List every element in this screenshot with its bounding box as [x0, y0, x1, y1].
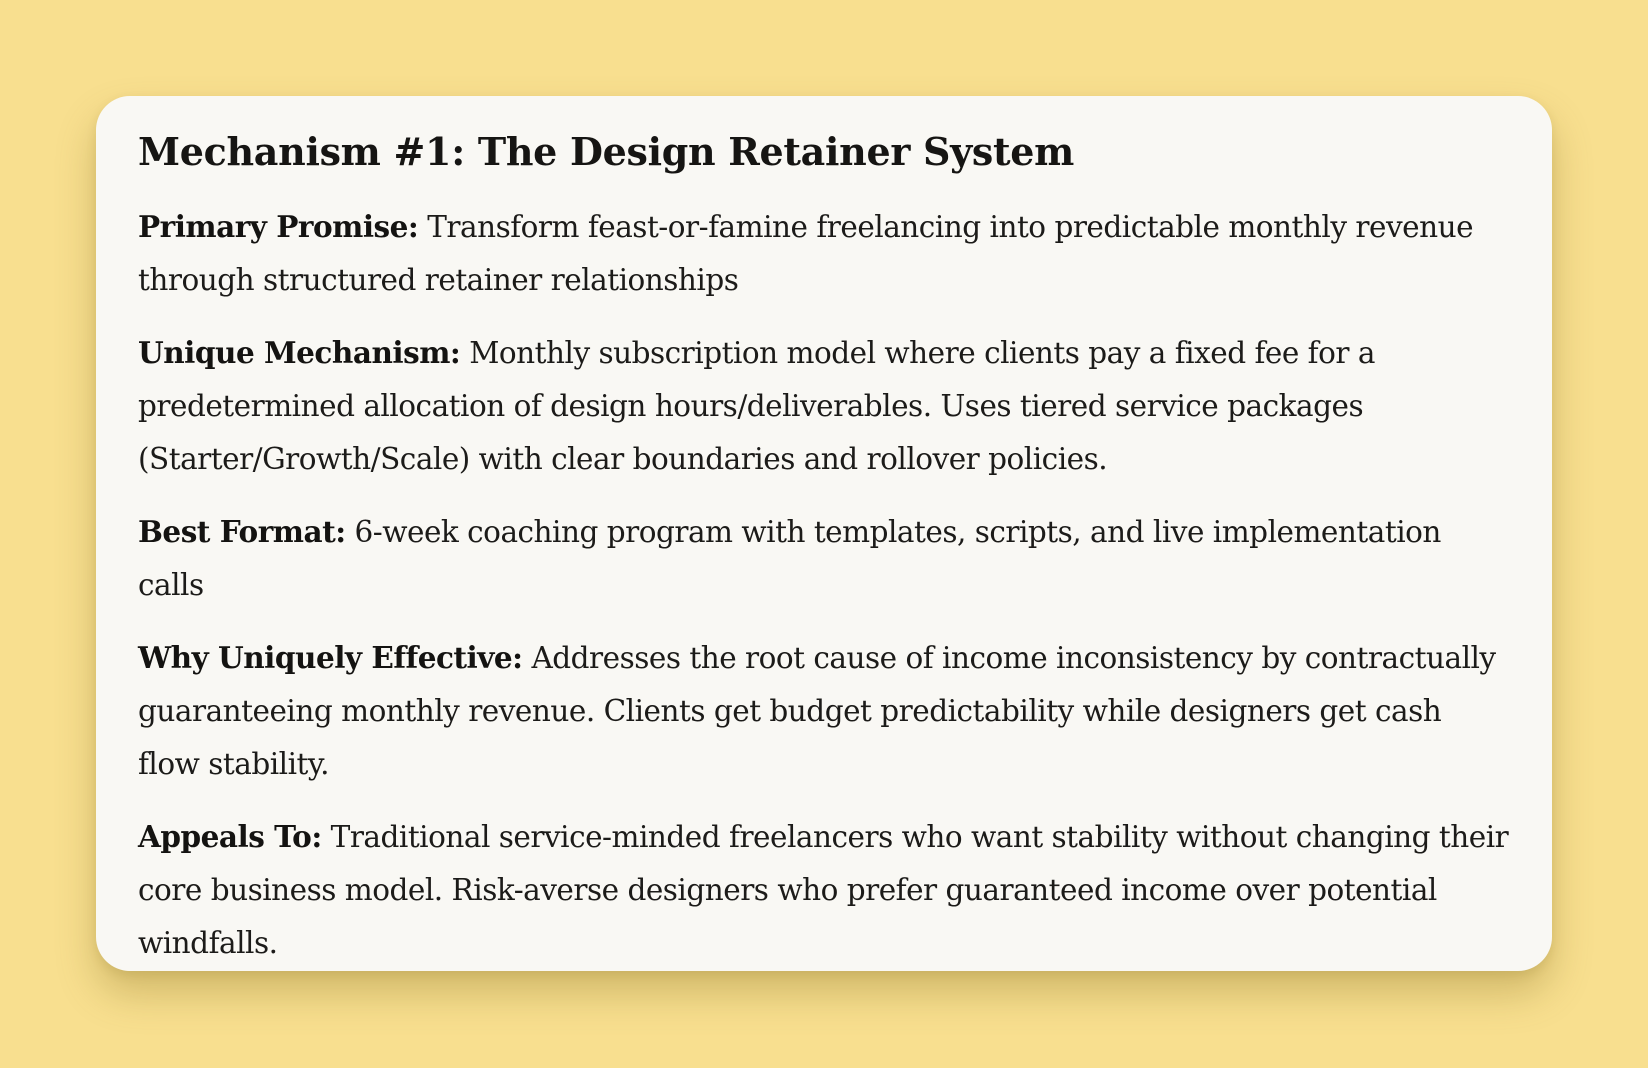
section-why-uniquely-effective: [138, 631, 1510, 791]
section-primary-promise: [138, 200, 1510, 307]
section-appeals-to: [138, 810, 1510, 970]
section-unique-mechanism: [138, 326, 1510, 486]
section-label: Why Uniquely Effective:: [138, 640, 523, 675]
section-text: 6-week coaching program with templates, scripts, and live implementation calls: [138, 515, 1441, 602]
section-best-format: [138, 505, 1510, 612]
section-text: Traditional service-minded freelancers who want stability without changing their core business model. Risk-averse designers who prefer guaranteed income over potential windfalls.: [138, 820, 1509, 960]
section-label: Primary Promise:: [138, 209, 419, 244]
section-text: Addresses the root cause of income inconsistency by contractually guaranteeing monthly revenue. Clients get budget predictability while designers get cash flow stability.: [138, 641, 1496, 781]
section-label: Best Format:: [138, 514, 346, 549]
section-label: Appeals To:: [138, 819, 322, 854]
card-title: Mechanism #1: The Design Retainer System: [138, 129, 1075, 174]
content-card: [96, 96, 1552, 971]
section-text: Transform feast-or-famine freelancing into predictable monthly revenue through structured retainer relationships: [138, 210, 1474, 297]
section-label: Unique Mechanism:: [138, 335, 461, 370]
section-text: Monthly subscription model where clients pay a fixed fee for a predetermined allocation of design hours/deliverables. Uses tiered service packages (Starter/Growth/Scale) with clear boundaries and rollover policies.: [138, 336, 1375, 476]
